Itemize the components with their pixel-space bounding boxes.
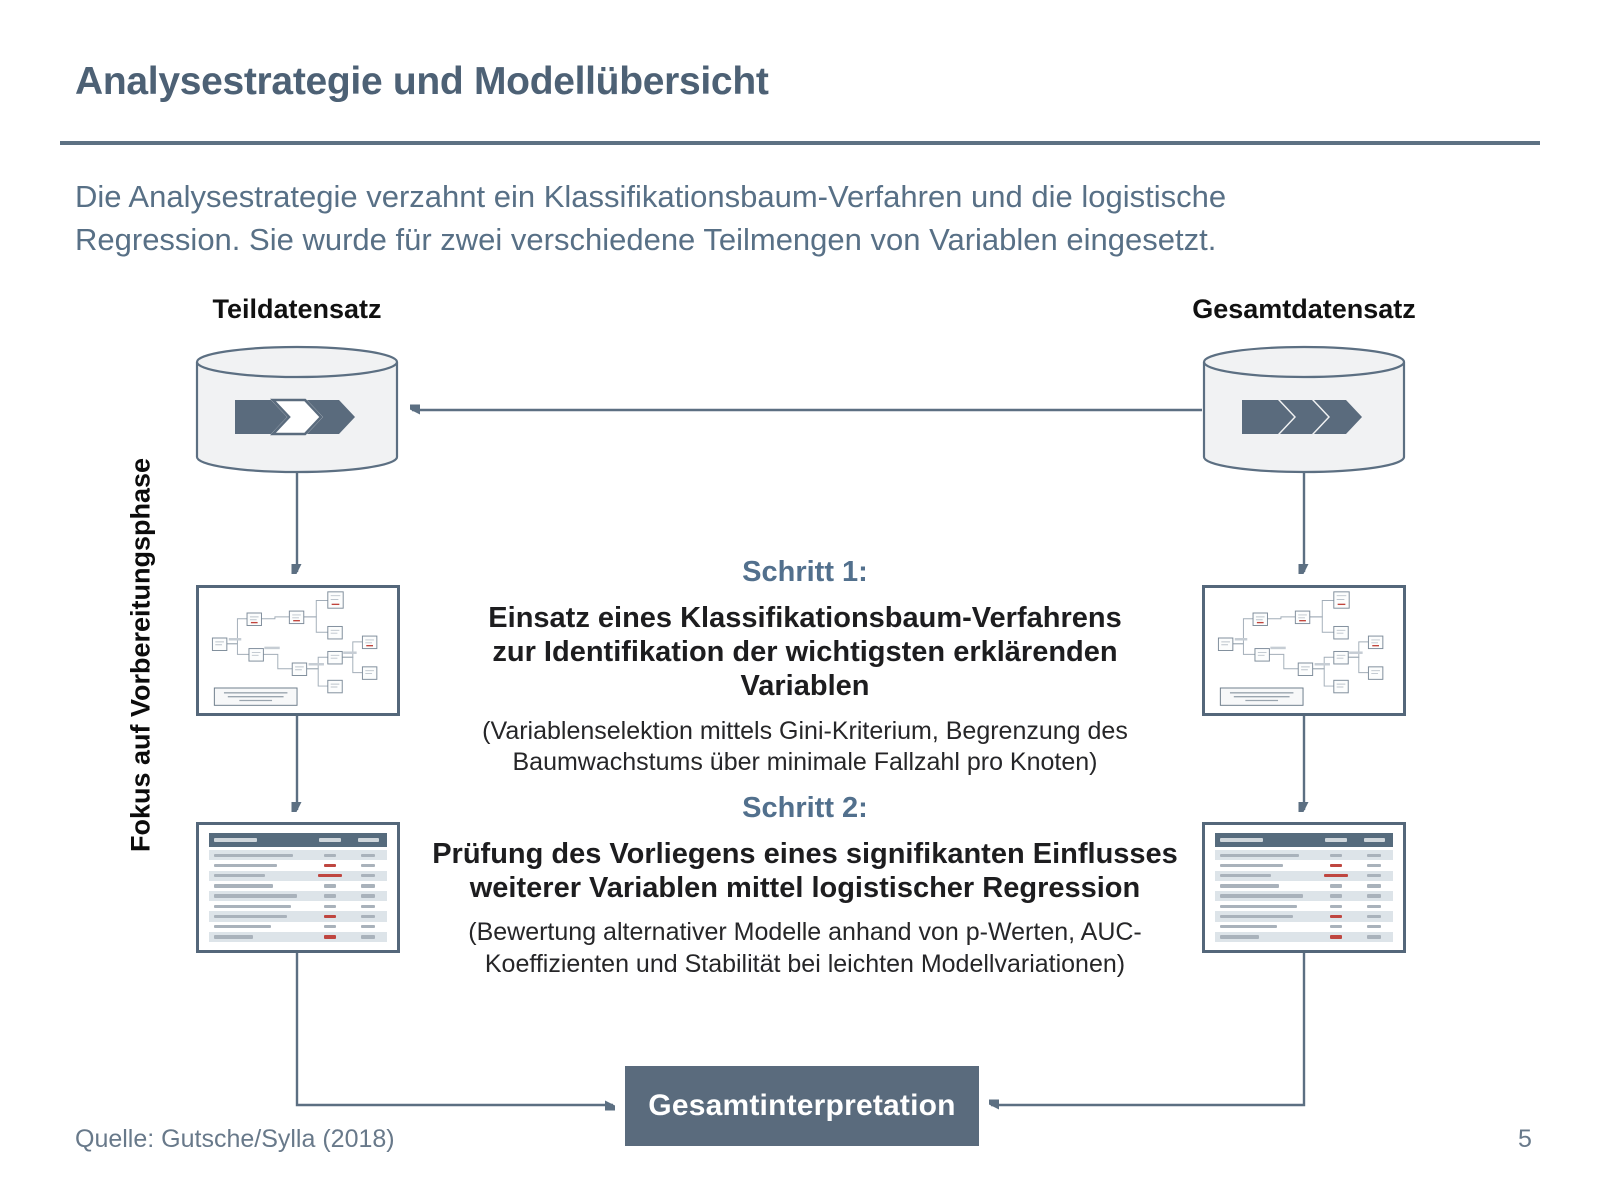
- intro-line-2: Regression. Sie wurde für zwei verschiedene Teilmengen von Variablen eingesetzt.: [75, 221, 1217, 257]
- database-cylinder-gesamtdatensatz: [1202, 345, 1406, 475]
- tree-diagram-icon: [199, 588, 397, 713]
- dataset-label-gesamtdatensatz: Gesamtdatensatz: [1192, 294, 1416, 324]
- source-citation: Quelle: Gutsche/Sylla (2018): [75, 1125, 395, 1153]
- step1-heading: Einsatz eines Klassifikationsbaum-Verfahrens zur Identifikation der wichtigsten erklärenden Variablen: [488, 602, 1122, 703]
- step1-block: [425, 556, 1185, 778]
- page-title: Analysestrategie und Modellübersicht: [75, 60, 769, 103]
- intro-line-1: Die Analysestrategie verzahnt ein Klassifikationsbaum-Verfahren und die logistische: [75, 179, 1227, 214]
- results-table-icon: [1205, 825, 1403, 950]
- step2-note: (Bewertung alternativer Modelle anhand von p-Werten, AUC- Koeffizienten und Stabilität bei leichten Modellvariationen): [468, 918, 1142, 978]
- database-cylinder-teildatensatz: [195, 345, 399, 475]
- tree-diagram-icon: [1205, 588, 1403, 713]
- intro-text: [75, 176, 1525, 262]
- regression-table-thumbnail-left: [196, 822, 400, 953]
- regression-table-thumbnail-right: [1202, 822, 1406, 953]
- page-number: 5: [1518, 1125, 1532, 1153]
- process-chevrons-icon: [235, 400, 355, 434]
- dataset-label-teildatensatz: Teildatensatz: [212, 294, 382, 324]
- step1-note: (Variablenselektion mittels Gini-Kriterium, Begrenzung des Baumwachstums über minimale Fallzahl pro Knoten): [482, 716, 1128, 776]
- vertical-phase-label: Fokus auf Vorbereitungsphase: [125, 457, 156, 853]
- results-table-icon: [199, 825, 397, 950]
- step2-block: [425, 792, 1185, 980]
- step2-heading: Prüfung des Vorliegens eines signifikanten Einflusses weiterer Variablen mittel logistischer Regression: [432, 838, 1178, 905]
- step1-label: Schritt 1:: [742, 556, 868, 588]
- title-underline: [60, 141, 1540, 145]
- interpretation-box: [625, 1066, 979, 1146]
- process-chevrons-icon: [1242, 400, 1362, 434]
- interpretation-label: Gesamtinterpretation: [648, 1089, 956, 1122]
- step2-label: Schritt 2:: [742, 792, 868, 824]
- classification-tree-thumbnail-left: [196, 585, 400, 716]
- classification-tree-thumbnail-right: [1202, 585, 1406, 716]
